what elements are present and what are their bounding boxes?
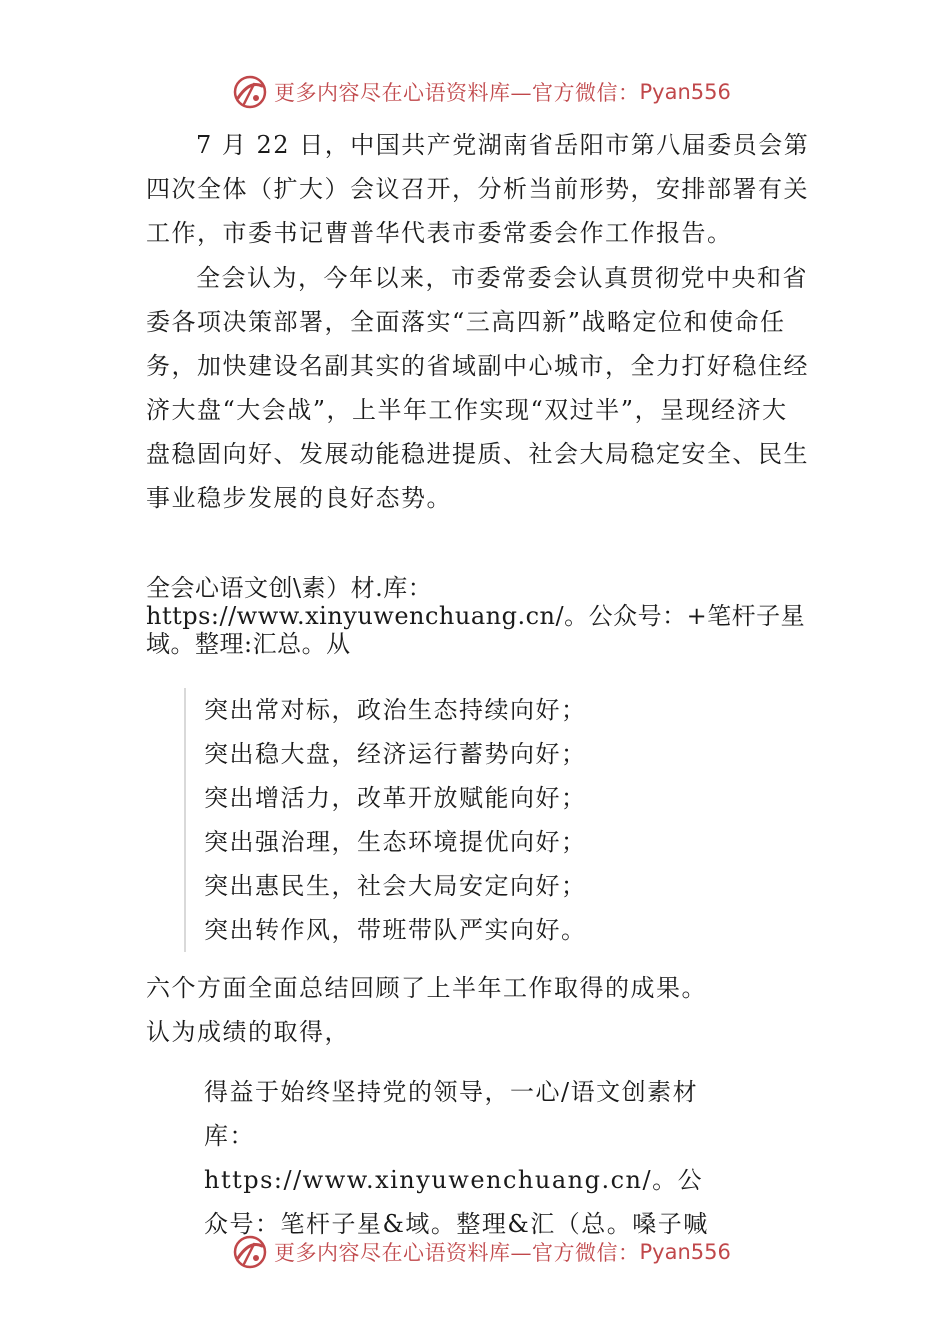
logo-icon: [232, 1234, 268, 1270]
banner-text: 更多内容尽在心语资料库—官方微信：: [274, 1241, 640, 1265]
conclusion-line-2: 认为成绩的取得，: [146, 1018, 350, 1046]
quote-line: 突出常对标，政治生态持续向好；: [204, 696, 587, 724]
paragraph-reasons: 得益于始终坚持党的领导，一心/语文创素材库：https://www.xinyuwenchuang.cn/。公众号：笔杆子星&域。整理&汇（总。嗓子喊: [204, 1078, 709, 1238]
header-banner: [232, 72, 731, 112]
paragraph-meeting: 7 月 22 日，中国共产党湖南省岳阳市第八届委员会第四次全体（扩大）会议召开，分析当前形势，安排部署有关工作，市委书记曹普华代表市委常委会作工作报告。: [146, 131, 810, 247]
paragraph-source-note: 全会心语文创\素）材.库：https://www.xinyuwenchuang.cn/。公众号：+笔杆子星域。整理:汇总。从: [146, 574, 806, 658]
paragraph-conclusion: [146, 966, 810, 1054]
footer-banner: [232, 1232, 731, 1272]
banner-text: 更多内容尽在心语资料库—官方微信：: [274, 81, 640, 105]
quote-line: 突出增活力，改革开放赋能向好；: [204, 784, 587, 812]
paragraph-summary: 全会认为，今年以来，市委常委会认真贯彻党中央和省委各项决策部署，全面落实“三高四新”战略定位和使命任务，加快建设名副其实的省域副中心城市，全力打好稳住经济大盘“大会战”，上半年工作实现“双过半”，呈现经济大盘稳固向好、发展动能稳进提质、社会大局稳定安全、民生事业稳步发展的良好态势。: [146, 264, 809, 512]
achievements-quote: [184, 688, 804, 952]
logo-icon: [232, 74, 268, 110]
conclusion-line-1: 六个方面全面总结回顾了上半年工作取得的成果。: [146, 974, 707, 1002]
quote-line: 突出惠民生，社会大局安定向好；: [204, 872, 587, 900]
banner-wechat-id: Pyan556: [639, 1240, 731, 1264]
quote-line: 突出稳大盘，经济运行蓄势向好；: [204, 740, 587, 768]
quote-line: 突出转作风，带班带队严实向好。: [204, 916, 587, 944]
quote-line: 突出强治理，生态环境提优向好；: [204, 828, 587, 856]
banner-wechat-id: Pyan556: [639, 80, 731, 104]
